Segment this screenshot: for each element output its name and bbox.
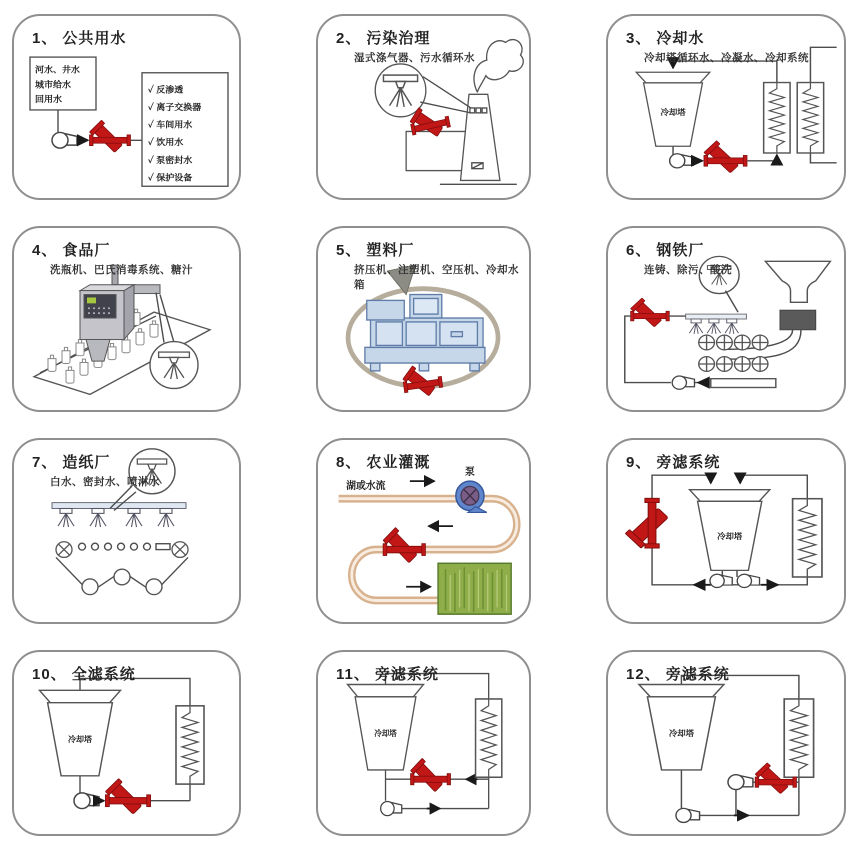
panel-title-text: 全滤系统 [71, 666, 136, 683]
panel-number: 6、 [626, 242, 652, 259]
panel-title-text: 塑料厂 [366, 242, 415, 259]
panel-5-plastics-factory [316, 226, 531, 412]
molding-machine-icon [365, 295, 485, 371]
panel-subtitle: 挤压机、注塑机、空压机、冷却水箱 [354, 264, 519, 291]
spray-nozzle-icon [158, 508, 174, 527]
panel-number: 3、 [626, 30, 652, 47]
heat-exchanger-icon [176, 706, 204, 784]
checklist-item: ✓ 保护设备 [148, 172, 193, 183]
strainer-icon [383, 528, 425, 563]
strainer-icon [411, 758, 451, 791]
checklist-item: ✓ 泵密封水 [148, 154, 193, 165]
panel-title-text: 公共用水 [62, 30, 127, 47]
source-line: 河水、井水 [35, 64, 80, 75]
panel-1-public-water [12, 14, 241, 200]
pump-icon [728, 775, 753, 790]
panel-4-food-factory [12, 226, 241, 412]
panel-number: 7、 [32, 454, 58, 471]
spray-manifold-icon [686, 314, 747, 319]
pump-icon [710, 574, 732, 587]
irrigation-pump-icon [456, 481, 487, 512]
panel-title-text: 农业灌溉 [366, 454, 431, 471]
panel-number: 12、 [626, 666, 661, 683]
panel-title-text: 冷却水 [656, 30, 705, 47]
panel-title [608, 652, 844, 684]
heat-exchanger-icon [784, 699, 813, 777]
tank-box [406, 131, 468, 170]
panel-title [14, 228, 239, 260]
panel-9-sidestream-filtration [606, 438, 846, 624]
panel-title [318, 16, 529, 48]
panel-title-text: 食品厂 [62, 242, 111, 259]
pump-icon [52, 132, 77, 148]
strainer-icon [631, 298, 670, 327]
pump-icon [381, 802, 402, 816]
spray-nozzle-icon [689, 319, 702, 334]
spray-nozzle-icon [90, 508, 106, 527]
strainer-icon [704, 141, 747, 173]
panel-title-text: 旁滤系统 [374, 666, 439, 683]
checklist-item: ✓ 离子交换器 [148, 102, 202, 112]
cooling-tower-icon [639, 684, 724, 769]
flow-source-label: 湖或水流 [346, 480, 386, 492]
heat-exchanger-icon [797, 83, 823, 153]
panel-11-sidestream-filtration [316, 650, 531, 836]
panel-title [608, 228, 844, 260]
cooling-tower-label: 冷却塔 [660, 108, 686, 117]
panel-10-fullflow-filtration [12, 650, 241, 836]
cooling-tower-icon [40, 690, 121, 775]
paper-machine-icon [56, 542, 188, 595]
panel-number: 9、 [626, 454, 652, 471]
strainer-icon [105, 779, 150, 814]
heat-exchanger-icon [476, 699, 502, 777]
panel-title [318, 228, 529, 260]
spray-nozzle-icon [707, 319, 720, 334]
roller-row [699, 335, 768, 371]
cooling-tower-label: 冷却塔 [68, 735, 92, 744]
checklist-item: ✓ 车间用水 [148, 119, 193, 130]
panel-title [608, 16, 844, 48]
pump-icon [737, 574, 759, 587]
panel-title-text: 污染治理 [366, 30, 431, 47]
spray-nozzle-icon [126, 508, 142, 527]
panel-number: 10、 [32, 666, 67, 683]
strainer-icon [89, 120, 130, 152]
panel-subtitle: 白水、密封水、喷淋水 [50, 476, 160, 488]
panel-title-text: 旁滤系统 [665, 666, 730, 683]
panel-number: 5、 [336, 242, 362, 259]
cooling-tower-icon [348, 684, 424, 769]
cooling-tower-label: 冷却塔 [717, 532, 743, 541]
panel-title [14, 652, 239, 684]
panel-number: 2、 [336, 30, 362, 47]
pump-icon [670, 154, 694, 168]
panel-3-cooling-water [606, 14, 846, 200]
panel-12-sidestream-filtration [606, 650, 846, 836]
panel-number: 4、 [32, 242, 58, 259]
heat-exchanger-icon [764, 83, 790, 153]
checklist-item: ✓ 反渗透 [148, 84, 184, 95]
spray-nozzle-icon [58, 508, 74, 527]
panel-subtitle: 连铸、除污、酸洗 [644, 264, 732, 276]
panel-title-text: 旁滤系统 [656, 454, 721, 471]
cooling-bed [711, 379, 776, 388]
pump-icon [74, 793, 99, 809]
panel-title [14, 440, 239, 472]
panel-number: 8、 [336, 454, 362, 471]
panel-title [608, 440, 844, 472]
panel-number: 11、 [336, 666, 370, 683]
checklist-item: ✓ 饮用水 [148, 137, 184, 148]
panel-6-steel-plant [606, 226, 846, 412]
panel-subtitle: 洗瓶机、巴氏消毒系统、糖汁 [50, 264, 193, 276]
grass-field-image [438, 563, 511, 614]
panel-number: 1、 [32, 30, 58, 47]
panel-title [14, 16, 239, 48]
panel-title [318, 440, 529, 472]
cooling-tower-label: 冷却塔 [668, 729, 695, 739]
source-line: 城市给水 [35, 79, 71, 90]
panel-subtitle: 冷却塔循环水、冷凝水、冷却系统 [644, 52, 809, 64]
pump-icon [672, 376, 694, 389]
cooling-tower-icon [690, 490, 770, 571]
panel-title-text: 钢铁厂 [656, 242, 705, 259]
cooling-tower-label: 冷却塔 [374, 729, 397, 739]
panel-7-paper-mill [12, 438, 241, 624]
spray-nozzle-icon [725, 319, 738, 334]
panel-title-text: 造纸厂 [62, 454, 111, 471]
panel-title [318, 652, 529, 684]
panel-2-pollution-control [316, 14, 531, 200]
panel-subtitle: 湿式涤气器、污水循环水 [354, 52, 475, 64]
strainer-icon [625, 498, 668, 548]
heat-exchanger-icon [793, 499, 822, 577]
chimney-icon [461, 94, 500, 180]
pump-label: 泵 [464, 467, 475, 479]
pump-icon [676, 808, 700, 822]
panel-8-agricultural-irrigation [316, 438, 531, 624]
casting-mold-icon [780, 310, 816, 330]
source-line: 回用水 [35, 94, 62, 105]
